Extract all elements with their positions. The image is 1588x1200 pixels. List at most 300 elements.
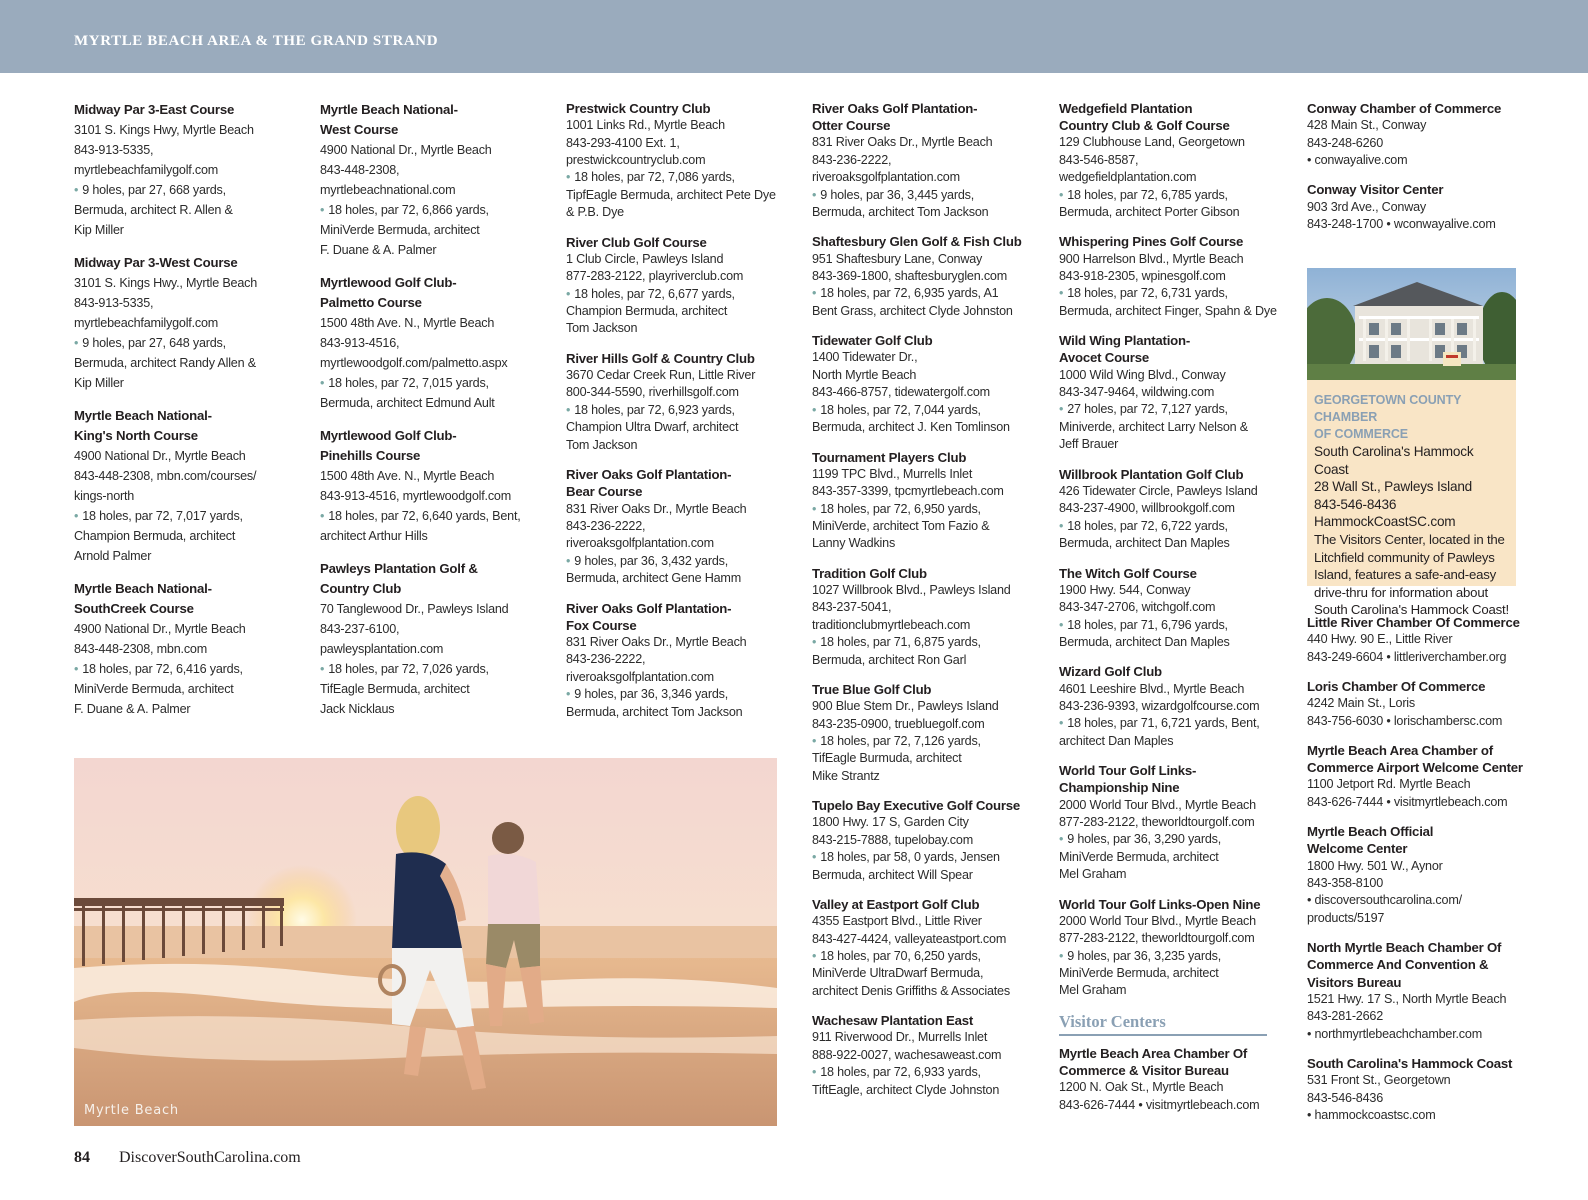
listing-detail: 3101 S. Kings Hwy., Myrtle Beach (74, 276, 258, 290)
listing-detail: Mel Graham (1059, 867, 1127, 882)
listing-name: True Blue Golf Club (812, 681, 932, 697)
listing-detail: wedgefieldplantation.com (1059, 170, 1197, 185)
listing-name: Loris Chamber Of Commerce (1307, 679, 1486, 695)
listing-detail: Bent Grass, architect Clyde Johnston (812, 303, 1013, 318)
listing-detail: 4900 National Dr., Myrtle Beach (74, 449, 246, 463)
listing-detail: 900 Blue Stem Dr., Pawleys Island (812, 699, 999, 714)
listing-detail: Bermuda, architect Tom Jackson (812, 205, 989, 220)
course-details (320, 506, 554, 526)
listing-detail: 1900 Hwy. 544, Conway (1059, 582, 1191, 597)
listing-name: River Hills Golf & Country Club (566, 350, 755, 366)
course-details (812, 402, 1046, 419)
course-details (566, 686, 800, 703)
listing-detail: 843-235-0900, truebluegolf.com (812, 716, 985, 731)
listing-detail: 843-448-2308, mbn.com/courses/ (74, 469, 257, 483)
bullet-icon: • (812, 286, 817, 301)
listing-detail: 843-236-2222, (566, 518, 646, 533)
listing-name: Country Club & Golf Course (1059, 118, 1230, 134)
listing-entry (320, 559, 554, 719)
visitor-center-list (1059, 1045, 1293, 1114)
bullet-icon: • (320, 662, 325, 676)
listing-detail: products/5197 (1307, 910, 1385, 925)
listing-detail: 831 River Oaks Dr., Myrtle Beach (812, 135, 993, 150)
listing-detail: TipfEagle Bermuda, architect Pete Dye (566, 187, 776, 202)
listing-detail: Lanny Wadkins (812, 536, 896, 551)
listing-entry (74, 253, 308, 393)
listing-detail: 843-237-6100, (320, 622, 400, 636)
listing-detail: 900 Harrelson Blvd., Myrtle Beach (1059, 251, 1244, 266)
listing-name: Shaftesbury Glen Golf & Fish Club (812, 234, 1022, 250)
listing-detail: 843-237-4900, willbrookgolf.com (1059, 501, 1235, 516)
listing-detail: Champion Bermuda, architect (74, 529, 236, 543)
header-bar (0, 0, 1588, 73)
listing-detail: 843-347-9464, wildwing.com (1059, 385, 1215, 400)
course-details (566, 286, 800, 303)
listing-name: Myrtle Beach National- (74, 408, 212, 423)
listing-detail: Kip Miller (74, 376, 124, 390)
course-details-text: 18 holes, par 72, 7,015 yards, (328, 376, 489, 390)
listing-detail: 843-358-8100 (1307, 876, 1384, 891)
listing-detail: myrtlebeachnational.com (320, 183, 456, 197)
listing-detail: Champion Bermuda, architect (566, 304, 728, 319)
listing-detail: F. Duane & A. Palmer (74, 702, 191, 716)
listing-detail: 1800 Hwy. 501 W., Aynor (1307, 858, 1443, 873)
listing-name: River Oaks Golf Plantation- (812, 101, 978, 116)
listing-detail: 1000 Wild Wing Blvd., Conway (1059, 367, 1226, 382)
listing-detail: & P.B. Dye (566, 205, 624, 220)
listing-detail: TiftEagle, architect Clyde Johnston (812, 1082, 1000, 1097)
listing-name: World Tour Golf Links- (1059, 763, 1197, 779)
listing-detail: 1800 Hwy. 17 S, Garden City (812, 815, 969, 830)
listing-detail: Bermuda, architect Dan Maples (1059, 634, 1230, 649)
listing-detail: 1027 Willbrook Blvd., Pawleys Island (812, 582, 1011, 597)
course-details-text: 9 holes, par 36, 3,445 yards, (820, 187, 975, 202)
listing-entry (1307, 614, 1527, 666)
course-details-text: 9 holes, par 27, 648 yards, (82, 336, 226, 350)
listing-detail: Champion Ultra Dwarf, architect (566, 420, 739, 435)
course-details-text: 9 holes, par 36, 3,235 yards, (1067, 948, 1222, 963)
course-details (74, 333, 308, 353)
listing-name: King's North Course (74, 428, 198, 443)
listing-detail: 843-913-4516, myrtlewoodgolf.com (320, 489, 512, 503)
course-details-text: 18 holes, par 72, 6,677 yards, (574, 286, 735, 301)
listing-name: Wachesaw Plantation East (812, 1013, 974, 1029)
course-details-text: 18 holes, par 72, 7,126 yards, (820, 733, 981, 748)
course-details-text: 18 holes, par 72, 6,416 yards, (82, 662, 243, 676)
listing-detail: 1001 Links Rd., Myrtle Beach (566, 118, 725, 133)
callout-address: 28 Wall St., Pawleys Island (1314, 479, 1473, 495)
listing-detail: • discoversouthcarolina.com/ (1307, 893, 1462, 908)
course-details (74, 180, 308, 200)
listing-detail: 1521 Hwy. 17 S., North Myrtle Beach (1307, 991, 1507, 1006)
listing-detail: 843-448-2308, mbn.com (74, 642, 208, 656)
listing-name: Midway Par 3-West Course (74, 255, 238, 270)
bullet-icon: • (1059, 716, 1064, 731)
listing-detail: 903 3rd Ave., Conway (1307, 199, 1426, 214)
listing-detail: Bermuda, architect R. Allen & (74, 203, 233, 217)
listing-entry (1059, 663, 1293, 750)
course-details-text: 18 holes, par 72, 6,731 yards, (1067, 286, 1228, 301)
listing-name: Palmetto Course (320, 295, 422, 310)
georgetown-chamber-callout (1307, 380, 1516, 618)
listing-name: Myrtle Beach Area Chamber of (1307, 743, 1493, 759)
listing-detail: North Myrtle Beach (812, 367, 917, 382)
listing-name: West Course (320, 122, 399, 137)
listing-name: Whispering Pines Golf Course (1059, 234, 1244, 250)
course-details-text: 18 holes, par 72, 6,923 yards, (574, 402, 735, 417)
bullet-icon: • (812, 733, 817, 748)
listing-name: Pinehills Course (320, 448, 421, 463)
listing-entry (566, 234, 800, 338)
listing-detail: 1 Club Circle, Pawleys Island (566, 251, 724, 266)
listing-detail: architect Denis Griffiths & Associates (812, 983, 1010, 998)
golf-course-list (1059, 100, 1293, 1000)
listing-detail: 831 River Oaks Dr., Myrtle Beach (566, 634, 747, 649)
course-details (1059, 187, 1293, 204)
listing-name: South Carolina's Hammock Coast (1307, 1056, 1513, 1072)
course-details-text: 18 holes, par 58, 0 yards, Jensen (820, 850, 1000, 865)
listing-entry (320, 100, 554, 260)
listing-detail: 129 Clubhouse Land, Georgetown (1059, 135, 1245, 150)
listing-name: Valley at Eastport Golf Club (812, 897, 980, 913)
listing-detail: Tom Jackson (566, 321, 638, 336)
course-details (74, 506, 308, 526)
listing-name: Tradition Golf Club (812, 565, 927, 581)
listing-entry (1307, 678, 1527, 730)
callout-description-line: drive-thru for information about (1314, 584, 1488, 600)
listing-detail: 4355 Eastport Blvd., Little River (812, 914, 982, 929)
course-details (1059, 948, 1293, 965)
listing-detail: 877-283-2122, playriverclub.com (566, 269, 744, 284)
listing-detail: MiniVerde, architect Tom Fazio & (812, 518, 990, 533)
bullet-icon: • (1059, 832, 1064, 847)
listing-detail: riveroaksgolfplantation.com (812, 170, 960, 185)
callout-description-line: Litchfield community of Pawleys (1314, 549, 1495, 565)
listing-detail: 843-236-9393, wizardgolfcourse.com (1059, 698, 1260, 713)
listing-detail: 1500 48th Ave. N., Myrtle Beach (320, 316, 495, 330)
course-details (1059, 518, 1293, 535)
callout-description-line: The Visitors Center, located in the (1314, 531, 1505, 547)
column-2 (320, 100, 554, 732)
listing-entry (812, 332, 1046, 436)
listing-detail: pawleysplantation.com (320, 642, 444, 656)
listing-detail: Bermuda, architect Gene Hamm (566, 571, 741, 586)
bullet-icon: • (812, 949, 817, 964)
bullet-icon: • (74, 662, 79, 676)
listing-detail: 843-913-4516, (320, 336, 400, 350)
bullet-icon: • (812, 187, 817, 202)
listing-entry (1307, 823, 1527, 927)
listing-detail: 843-448-2308, (320, 163, 400, 177)
bullet-icon: • (566, 170, 571, 185)
course-details (320, 200, 554, 220)
listing-name: River Club Golf Course (566, 234, 707, 250)
bullet-icon: • (566, 553, 571, 568)
course-details-text: 9 holes, par 36, 3,346 yards, (574, 687, 729, 702)
listing-entry (812, 681, 1046, 785)
course-details-text: 18 holes, par 72, 7,026 yards, (328, 662, 489, 676)
listing-detail: Bermuda, architect Porter Gibson (1059, 205, 1240, 220)
listing-detail: 843-546-8587, (1059, 152, 1139, 167)
listing-detail: 428 Main St., Conway (1307, 118, 1427, 133)
listing-entry (812, 797, 1046, 884)
listing-detail: Bermuda, architect Tom Jackson (566, 704, 743, 719)
course-details-text: 27 holes, par 72, 7,127 yards, (1067, 402, 1228, 417)
listing-entry (320, 273, 554, 413)
course-details (812, 187, 1046, 204)
course-details-text: 9 holes, par 36, 3,290 yards, (1067, 832, 1222, 847)
bullet-icon: • (74, 336, 79, 350)
listing-detail: myrtlebeachfamilygolf.com (74, 163, 219, 177)
listing-entry (1059, 466, 1293, 553)
column-5 (1059, 100, 1293, 1126)
listing-detail: Bermuda, architect Finger, Spahn & Dye (1059, 303, 1277, 318)
listing-detail: 831 River Oaks Dr., Myrtle Beach (566, 501, 747, 516)
listing-detail: 1500 48th Ave. N., Myrtle Beach (320, 469, 495, 483)
listing-detail: • conwayalive.com (1307, 153, 1408, 168)
listing-detail: 3101 S. Kings Hwy, Myrtle Beach (74, 123, 254, 137)
bullet-icon: • (320, 376, 325, 390)
listing-detail: TifEagle Burmuda, architect (812, 751, 962, 766)
listing-entry (812, 896, 1046, 1000)
bullet-icon: • (566, 286, 571, 301)
listing-detail: MiniVerde Bermuda, architect (1059, 849, 1219, 864)
listing-name: Championship Nine (1059, 780, 1180, 796)
listing-name: Myrtle Beach National- (320, 102, 458, 117)
listing-name: Welcome Center (1307, 841, 1408, 857)
course-details-text: 18 holes, par 72, 6,866 yards, (328, 203, 489, 217)
course-details (320, 659, 554, 679)
listing-entry (74, 406, 308, 566)
bullet-icon: • (1059, 518, 1064, 533)
course-details-text: 18 holes, par 72, 7,086 yards, (574, 170, 735, 185)
course-details-text: 9 holes, par 27, 668 yards, (82, 183, 226, 197)
listing-entry (566, 600, 800, 721)
column-1 (74, 100, 308, 732)
listing-detail: 843-913-5335, (74, 296, 154, 310)
listing-detail: architect Arthur Hills (320, 529, 428, 543)
listing-entry (812, 233, 1046, 320)
listing-detail: • hammockcoastsc.com (1307, 1108, 1436, 1123)
listing-detail: Mel Graham (1059, 983, 1127, 998)
listing-name: The Witch Golf Course (1059, 565, 1197, 581)
listing-entry (1059, 896, 1293, 1000)
listing-detail: myrtlebeachfamilygolf.com (74, 316, 219, 330)
course-details (812, 634, 1046, 651)
course-details (812, 285, 1046, 302)
listing-name: River Oaks Golf Plantation- (566, 467, 732, 483)
column-3 (566, 100, 800, 733)
listing-entry (1307, 742, 1527, 811)
listing-detail: 531 Front St., Georgetown (1307, 1073, 1451, 1088)
listing-entry (812, 1012, 1046, 1099)
listing-detail: myrtlewoodgolf.com/palmetto.aspx (320, 356, 508, 370)
listing-detail: 843-237-5041, (812, 600, 892, 615)
bullet-icon: • (1059, 187, 1064, 202)
listing-entry (566, 350, 800, 454)
listing-detail: 800-344-5590, riverhillsgolf.com (566, 385, 739, 400)
listing-detail: 843-756-6030 • lorischambersc.com (1307, 713, 1503, 728)
listing-detail: Miniverde, architect Larry Nelson & (1059, 419, 1248, 434)
course-details-text: 18 holes, par 72, 7,017 yards, (82, 509, 243, 523)
course-details (566, 553, 800, 570)
listing-name: Midway Par 3-East Course (74, 102, 235, 117)
listing-detail: 843-249-6604 • littleriverchamber.org (1307, 649, 1507, 664)
listing-detail: Bermuda, architect Will Spear (812, 867, 973, 882)
listing-name: Myrtle Beach Area Chamber Of (1059, 1045, 1248, 1061)
listing-detail: 440 Hwy. 90 E., Little River (1307, 632, 1453, 647)
listing-name: Tournament Players Club (812, 449, 967, 465)
listing-name: Bear Course (566, 484, 643, 500)
listing-detail: MiniVerde Bermuda, architect (320, 223, 480, 237)
listing-detail: 888-922-0027, wachesaweast.com (812, 1047, 1002, 1062)
listing-detail: Kip Miller (74, 223, 124, 237)
listing-entry (812, 100, 1046, 221)
listing-entry (1059, 1045, 1293, 1114)
bullet-icon: • (812, 501, 817, 516)
listing-name: Country Club (320, 581, 402, 596)
column-4 (812, 100, 1046, 1111)
listing-detail: 1199 TPC Blvd., Murrells Inlet (812, 466, 973, 481)
listing-name: Fox Course (566, 617, 637, 633)
listing-detail: Tom Jackson (566, 437, 638, 452)
listing-name: Wild Wing Plantation- (1059, 333, 1191, 349)
course-details (812, 733, 1046, 750)
listing-name: Little River Chamber Of Commerce (1307, 615, 1520, 630)
listing-detail: 4900 National Dr., Myrtle Beach (74, 622, 246, 636)
visitor-centers-heading: Visitor Centers (1059, 1012, 1267, 1036)
course-details (1059, 617, 1293, 634)
column-6-bottom (1307, 614, 1527, 1137)
callout-phone: 843-546-8436 (1314, 496, 1397, 512)
listing-detail: architect Dan Maples (1059, 733, 1174, 748)
listing-detail: 4242 Main St., Loris (1307, 696, 1416, 711)
listing-detail: Bermuda, architect Randy Allen & (74, 356, 256, 370)
bullet-icon: • (320, 203, 325, 217)
listing-entry (812, 449, 1046, 553)
listing-detail: 2000 World Tour Blvd., Myrtle Beach (1059, 797, 1256, 812)
listing-detail: 1200 N. Oak St., Myrtle Beach (1059, 1080, 1224, 1095)
bullet-icon: • (1059, 617, 1064, 632)
bullet-icon: • (1059, 948, 1064, 963)
course-details (74, 659, 308, 679)
course-details (812, 849, 1046, 866)
course-details (1059, 831, 1293, 848)
listing-detail: Bermuda, architect J. Ken Tomlinson (812, 420, 1010, 435)
listing-detail: 843-215-7888, tupelobay.com (812, 832, 973, 847)
listing-detail: 843-236-2222, (566, 652, 646, 667)
listing-detail: 877-283-2122, theworldtourgolf.com (1059, 815, 1255, 829)
listing-detail: traditionclubmyrtlebeach.com (812, 617, 971, 632)
listing-name: North Myrtle Beach Chamber Of (1307, 940, 1502, 956)
listing-detail: Jack Nicklaus (320, 702, 395, 716)
column-6-top (1307, 100, 1527, 245)
course-details (1059, 401, 1293, 418)
course-details (812, 948, 1046, 965)
listing-detail: 843-236-2222, (812, 152, 892, 167)
chamber-building-photo (1307, 268, 1516, 380)
listing-name: World Tour Golf Links-Open Nine (1059, 896, 1261, 912)
bullet-icon: • (566, 402, 571, 417)
listing-name: Pawleys Plantation Golf & (320, 561, 478, 576)
listing-entry (320, 426, 554, 546)
listing-detail: 843-248-1700 • wconwayalive.com (1307, 217, 1496, 232)
listing-name: Commerce Airport Welcome Center (1307, 760, 1523, 776)
listing-entry (1307, 100, 1527, 169)
photo-caption: Myrtle Beach (84, 1103, 179, 1118)
course-details (320, 373, 554, 393)
course-details (1059, 715, 1293, 732)
listing-detail: 877-283-2122, theworldtourgolf.com (1059, 931, 1255, 946)
course-details-text: 18 holes, par 71, 6,721 yards, Bent, (1067, 716, 1260, 731)
listing-detail: 843-347-2706, witchgolf.com (1059, 600, 1216, 615)
listing-name: Myrtle Beach National- (74, 581, 212, 596)
callout-name: South Carolina's Hammock Coast (1314, 444, 1474, 477)
course-details (812, 1064, 1046, 1081)
listing-detail: Bermuda, architect Edmund Ault (320, 396, 495, 410)
course-details-text: 18 holes, par 72, 6,933 yards, (820, 1065, 981, 1080)
bullet-icon: • (566, 687, 571, 702)
callout-heading-line: GEORGETOWN COUNTY CHAMBER (1314, 393, 1462, 424)
listing-detail: 4601 Leeshire Blvd., Myrtle Beach (1059, 681, 1245, 696)
listing-entry (1059, 233, 1293, 320)
callout-heading-line: OF COMMERCE (1314, 427, 1409, 441)
callout-website: HammockCoastSC.com (1314, 514, 1456, 530)
listing-detail: TifEagle Bermuda, architect (320, 682, 470, 696)
listing-name: River Oaks Golf Plantation- (566, 600, 732, 616)
listing-entry (566, 100, 800, 222)
listing-detail: 843-248-6260 (1307, 135, 1384, 150)
course-details-text: 18 holes, par 70, 6,250 yards, (820, 949, 981, 964)
listing-detail: MiniVerde Bermuda, architect (1059, 966, 1219, 981)
listing-entry (74, 579, 308, 719)
listing-entry (812, 565, 1046, 669)
listing-detail: 1100 Jetport Rd. Myrtle Beach (1307, 777, 1471, 792)
listing-name: Myrtlewood Golf Club- (320, 275, 457, 290)
listing-detail: F. Duane & A. Palmer (320, 243, 437, 257)
listing-detail: 843-913-5335, (74, 143, 154, 157)
course-details-text: 18 holes, par 72, 6,935 yards, A1 (820, 286, 999, 301)
listing-name: Commerce & Visitor Bureau (1059, 1063, 1229, 1079)
listing-detail: 843-293-4100 Ext. 1, (566, 135, 680, 150)
course-details (566, 169, 800, 186)
listing-entry (1307, 1055, 1527, 1124)
bullet-icon: • (812, 402, 817, 417)
listing-detail: 843-357-3399, tpcmyrtlebeach.com (812, 484, 1004, 499)
listing-detail: 70 Tanglewood Dr., Pawleys Island (320, 602, 509, 616)
listing-detail: riveroaksgolfplantation.com (566, 669, 714, 684)
course-details-text: 9 holes, par 36, 3,432 yards, (574, 553, 729, 568)
listing-detail: Jeff Brauer (1059, 437, 1119, 452)
course-details (1059, 285, 1293, 302)
bullet-icon: • (320, 509, 325, 523)
listing-detail: MiniVerde Bermuda, architect (74, 682, 234, 696)
course-details-text: 18 holes, par 72, 7,044 yards, (820, 402, 981, 417)
listing-detail: 3670 Cedar Creek Run, Little River (566, 368, 756, 383)
listing-entry (74, 100, 308, 240)
listing-detail: Bermuda, architect Ron Garl (812, 652, 967, 667)
listing-name: Conway Chamber of Commerce (1307, 101, 1502, 116)
listing-detail: kings-north (74, 489, 135, 503)
listing-entry (1059, 565, 1293, 652)
listing-detail: MiniVerde UltraDwarf Bermuda, (812, 966, 984, 981)
listing-detail: 1400 Tidewater Dr., (812, 350, 918, 365)
listing-entry (566, 466, 800, 587)
listing-detail: 951 Shaftesbury Lane, Conway (812, 251, 983, 266)
page-number: 84 (74, 1149, 90, 1166)
callout-description-line: South Carolina's Hammock Coast! (1314, 602, 1509, 618)
listing-detail: 2000 World Tour Blvd., Myrtle Beach (1059, 913, 1256, 928)
